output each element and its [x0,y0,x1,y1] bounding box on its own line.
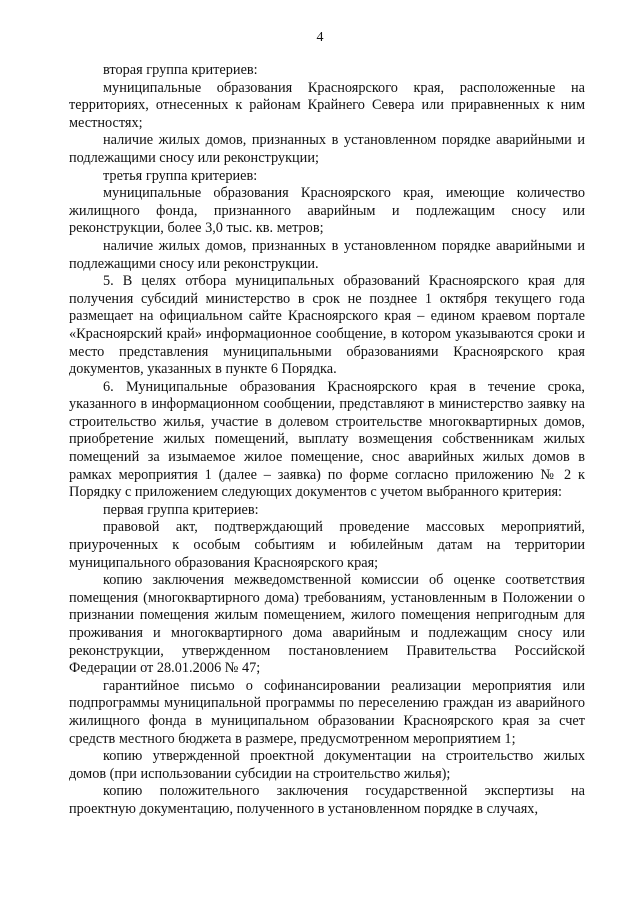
paragraph-emergency-houses-1: наличие жилых домов, признанных в установленном порядке аварийными и подлежащими сносу или реконструкции; [69,132,585,166]
paragraph-first-group-heading: первая группа критериев: [103,501,259,518]
paragraph-housing-stock-volume: муниципальные образования Красноярского края, имеющие количество жилищного фонда, признанного аварийным и подлежащим сносу или реконструкции, более 3,0 тыс. кв. метров; [69,185,585,237]
paragraph-legal-act: правовой акт, подтверждающий проведение массовых мероприятий, приуроченных к особым событиям и юбилейным датам на территории муниципального образования Красноярского края; [69,519,585,571]
paragraph-item-5: 5. В целях отбора муниципальных образований Красноярского края для получения субсидий министерство в срок не позднее 1 октября текущего года размещает на официальном сайте Красноярского края – едином краевом портале «Красноярский край» информационное сообщение, в котором указываются сроки и место представления муниципальными образованиями Красноярского края документов, указанных в пункте 6 Порядка. [69,273,585,378]
paragraph-far-north: муниципальные образования Красноярского края, расположенные на территориях, отнесенных к районам Крайнего Севера или приравненных к ним местностях; [69,79,585,131]
document-body [69,62,585,819]
paragraph-third-group-heading: третья группа критериев: [103,167,258,184]
paragraph-state-expertise: копию положительного заключения государственной экспертизы на проектную документацию, полученного в установленном порядке в случаях, [69,783,585,817]
paragraph-item-6: 6. Муниципальные образования Красноярского края в течение срока, указанного в информационном сообщении, представляют в министерство заявку на строительство жилья, участие в долевом строительстве многоквартирных домов, приобретение жилых помещений, выплату возмещения собственникам жилых помещений за изымаемое жилое помещение, снос аварийных жилых домов в рамках мероприятия 1 (далее – заявка) по форме согласно приложению № 2 к Порядку с приложением следующих документов с учетом выбранного критерия: [69,378,585,501]
page-number: 4 [316,30,324,45]
paragraph-emergency-houses-2: наличие жилых домов, признанных в установленном порядке аварийными и подлежащими сносу или реконструкции. [69,237,585,272]
paragraph-commission-conclusion: копию заключения межведомственной комиссии об оценке соответствия помещения (многоквартирного дома) требованиям, установленным в Положении о признании помещения жилым помещением, жилого помещения непригодным для проживания и многоквартирного дома аварийным и подлежащим сносу или реконструкции, утвержденном постановлением Правительства Российской Федерации от 28.01.2006 № 47; [69,572,585,677]
paragraph-guarantee-letter: гарантийное письмо о софинансировании реализации мероприятия или подпрограммы муниципальной программы по переселению граждан из аварийного жилищного фонда в муниципальном образовании Красноярского края за счет средств местного бюджета в размере, предусмотренном мероприятием 1; [69,677,585,747]
paragraph-project-documentation: копию утвержденной проектной документации на строительство жилых домов (при использовании субсидии на строительство жилья); [69,748,585,782]
paragraph-second-group-heading: вторая группа критериев: [103,62,258,78]
